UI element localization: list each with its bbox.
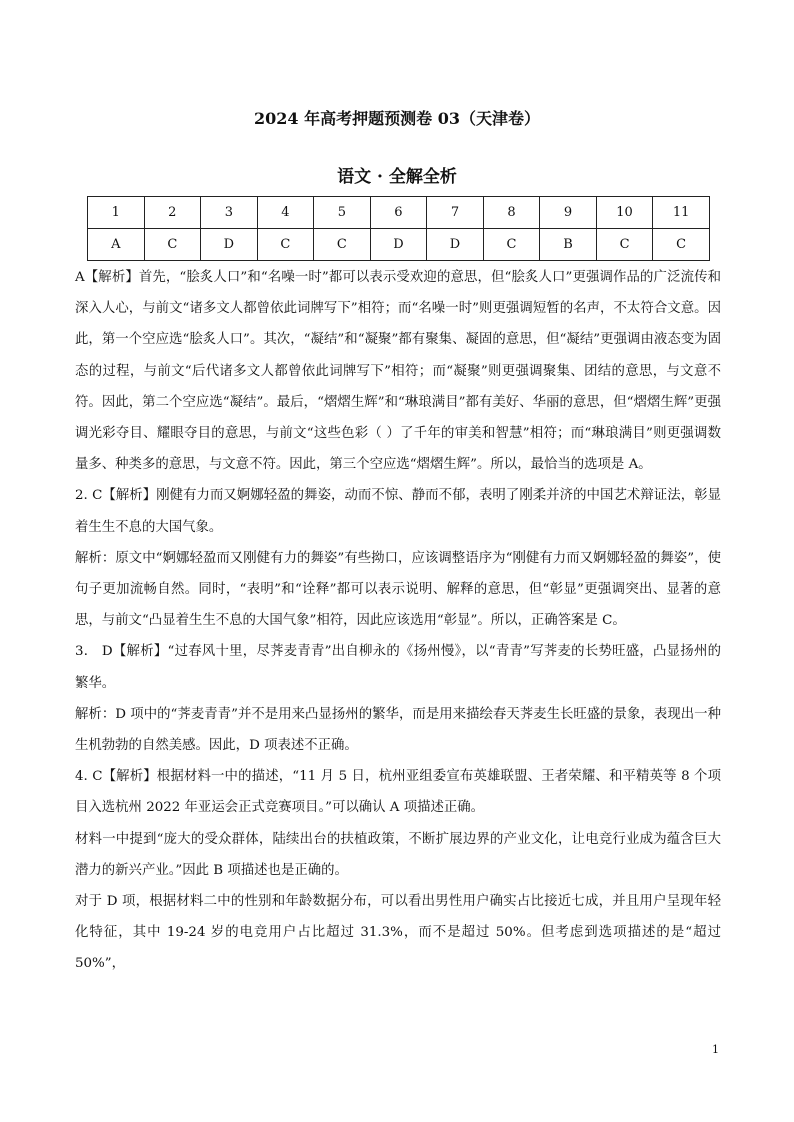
answer-cell: C [144,229,201,261]
analysis-paragraph: 对于 D 项，根据材料二中的性别和年龄数据分布，可以看出男性用户确实占比接近七成，并且用户呈现年轻化特征，其中 19-24 岁的电竞用户占比超过 31.3%，而不是超过 50%。但考虑到选项描述的是“超过 50%”， [75,894,721,972]
answer-cell: A [88,229,145,261]
answer-cell: D [201,229,258,261]
question-number-cell: 10 [596,197,653,229]
answer-cell: C [483,229,540,261]
answer-table-answer-row [88,229,710,261]
question-number-cell: 4 [257,197,314,229]
analysis-paragraph: A【解析】首先，“脍炙人口”和“名噪一时”都可以表示受欢迎的意思，但“脍炙人口”更强调作品的广泛流传和深入人心，与前文“诸多文人都曾依此词牌写下”相符；而“名噪一时”则更强调短暂的名声，不太符合文意。因此，第一个空应选“脍炙人口”。其次，“凝结”和“凝聚”都有聚集、凝固的意思，但“凝结”更强调由液态变为固态的过程，与前文“后代诸多文人都曾依此词牌写下”相符；而“凝聚”则更强调聚集、团结的意思，与文意不符。因此，第二个空应选“凝结”。最后，“熠熠生辉”和“琳琅满目”都有美好、华丽的意思，但“熠熠生辉”更强调光彩夺目、耀眼夺目的意思，与前文“这些色彩（ ）了千年的审美和智慧”相符；而“琳琅满目”则更强调数量多、种类多的意思，与文意不符。因此，第三个空应选“熠熠生辉”。所以，最恰当的选项是 A。 [75,270,721,473]
analysis-paragraph: 2. C【解析】刚健有力而又婀娜轻盈的舞姿，动而不惊、静而不郁，表明了刚柔并济的中国艺术辩证法，彰显着生生不息的大国气象。 [75,488,721,535]
answer-cell: C [314,229,371,261]
page-number: 1 [712,1043,719,1056]
question-number-cell: 9 [540,197,597,229]
question-number-cell: 3 [201,197,258,229]
answer-cell: C [257,229,314,261]
answer-table [87,196,710,261]
question-number-cell: 2 [144,197,201,229]
analysis-paragraph: 解析：D 项中的“荠麦青青”并不是用来凸显扬州的繁华，而是用来描绘春天荠麦生长旺盛的景象，表现出一种生机勃勃的自然美感。因此，D 项表述不正确。 [75,706,721,754]
analysis-paragraph: 解析：原文中“婀娜轻盈而又刚健有力的舞姿”有些拗口，应该调整语序为“刚健有力而又婀娜轻盈的舞姿”，使句子更加流畅自然。同时，“表明”和“诠释”都可以表示说明、解释的意思，但“彰显”更强调突出、显著的意思，与前文“凸显着生生不息的大国气象”相符，因此应该选用“彰显”。所以，正确答案是 C。 [75,550,721,629]
question-number-cell: 8 [483,197,540,229]
answer-cell: B [540,229,597,261]
analysis-paragraph: 3． D【解析】“过春风十里，尽荠麦青青”出自柳永的《扬州慢》，以“青青”写荠麦的长势旺盛，凸显扬州的繁华。 [75,644,721,691]
analysis-body [75,262,721,980]
page-title: 2024 年高考押题预测卷 03（天津卷） [254,109,540,128]
analysis-paragraph: 4. C【解析】根据材料一中的描述，“11 月 5 日，杭州亚组委宣布英雄联盟、王者荣耀、和平精英等 8 个项目入选杭州 2022 年亚运会正式竞赛项目。”可以确认 A 项描述正确。 [75,769,721,816]
answer-cell: D [370,229,427,261]
page-subtitle: 语文 · 全解全析 [337,167,457,187]
question-number-cell: 6 [370,197,427,229]
answer-table-number-row [88,197,710,229]
question-number-cell: 5 [314,197,371,229]
answer-cell: C [653,229,710,261]
answer-cell: D [427,229,484,261]
question-number-cell: 1 [88,197,145,229]
analysis-paragraph: 材料一中提到“庞大的受众群体，陆续出台的扶植政策，不断扩展边界的产业文化，让电竞行业成为蕴含巨大潜力的新兴产业。”因此 B 项描述也是正确的。 [75,831,721,878]
question-number-cell: 7 [427,197,484,229]
answer-cell: C [596,229,653,261]
question-number-cell: 11 [653,197,710,229]
